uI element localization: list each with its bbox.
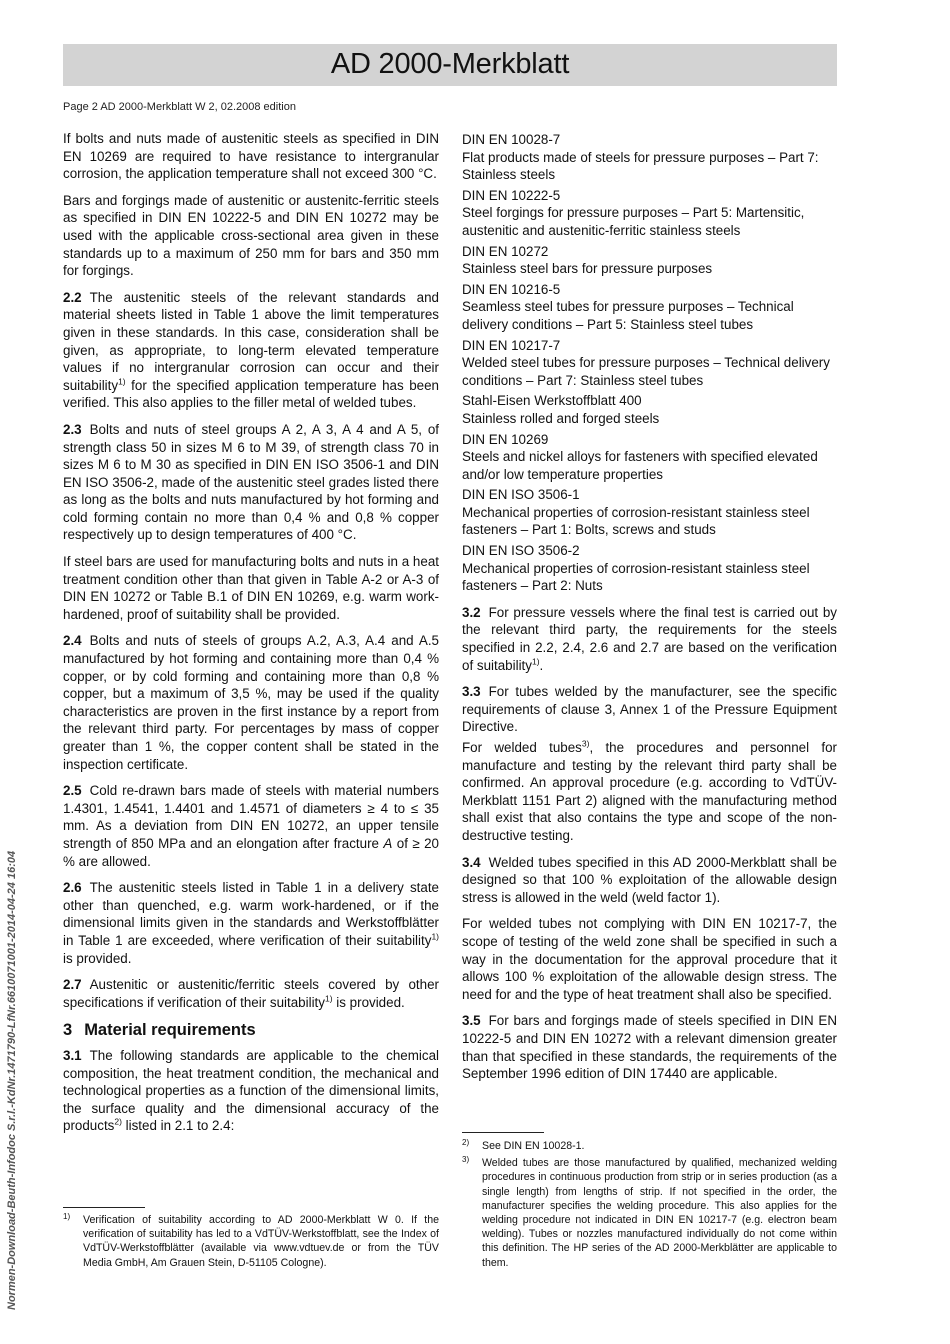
clause-3-4: [462, 854, 837, 907]
footnote-mark: 2): [462, 1138, 470, 1147]
footnote-ref[interactable]: 1): [531, 656, 540, 667]
standard-code: DIN EN 10269: [462, 431, 549, 447]
paragraph-bars-forgings: Bars and forgings made of austenitic or austenitc-ferritic steels as specified in DIN EN 10222-5 and DIN EN 10272 may be used with the applicable cross-sectional area given in these standards up to a maximum of 250 mm for bars and 350 mm for forgings.: [63, 192, 439, 279]
standard-title: Steels and nickel alloys for fasteners with specified elevated and/or low temperature properties: [462, 449, 818, 482]
standard-title: Mechanical properties of corrosion-resistant stainless steel fasteners – Part 2: Nuts: [462, 560, 810, 594]
clause-text: listed in 2.1 to 2.4:: [121, 1118, 235, 1134]
right-column: [462, 131, 837, 1092]
clause-text: for the specified application temperature has been verified. This also applies to the filler metal of welded tubes.: [63, 377, 439, 411]
standard-code: DIN EN 10217-7: [462, 337, 561, 353]
header-bar: [63, 44, 837, 86]
variable-a: A: [383, 835, 393, 851]
footnote-ref[interactable]: 2): [114, 1116, 122, 1127]
clause-number: 3.2: [462, 604, 481, 620]
clause-number: 2.6: [63, 880, 82, 896]
standard-entry: [462, 431, 837, 484]
section-heading-3: [63, 1022, 439, 1040]
standard-code: DIN EN 10272: [462, 243, 549, 259]
standard-code: DIN EN 10222-5: [462, 187, 561, 203]
clause-text: Cold re-drawn bars made of steels with material numbers 1.4301, 1.4541, 1.4401 and 1.4571 of diameters ≥ 4 to ≤ 35 mm. As a deviation from DIN EN 10272, an upper tensile strength of 850 MPa and an elongation after fracture: [63, 783, 439, 851]
clause-2-7: [63, 976, 439, 1011]
footnote-ref[interactable]: 1): [118, 376, 126, 387]
clause-text: Welded tubes specified in this AD 2000-Merkblatt shall be designed so that 100 % exploitation of the allowable design stress is allowed in the weld (weld factor 1).: [462, 854, 837, 905]
standard-entry: [462, 187, 837, 240]
standard-title: Stainless rolled and forged steels: [462, 410, 660, 426]
clause-text: For welded tubes: [462, 740, 582, 755]
standard-entry: [462, 281, 837, 334]
clause-3-1: [63, 1047, 439, 1135]
clause-text: The following standards are applicable to the chemical composition, the heat treatment condition, the mechanical and technological properties as a function of the dimensional limits, the surface quality and the dimensional accuracy of the products: [63, 1047, 439, 1134]
clause-text: For bars and forgings made of steels specified in DIN EN 10222-5 and DIN EN 10272 with a relevant dimension greater than that specified in these standards, the requirements of the September 1996 edition of DIN 17440 are applicable.: [462, 1013, 837, 1082]
footnote-rule: [462, 1132, 544, 1133]
clause-text: .: [539, 657, 544, 673]
clause-number: 2.4: [63, 633, 82, 649]
paragraph-steel-bars: If steel bars are used for manufacturing bolts and nuts in a heat treatment condition other than that given in Table A-2 or A-3 of DIN EN 10272 or Table B.1 of DIN EN 10269, e.g. warm work-hardened, proof of suitability shall be provided.: [63, 554, 439, 622]
paragraph-bolts-austenitic: If bolts and nuts made of austenitic steels as specified in DIN EN 10269 are required to have resistance to intergranular corrosion, the application temperature shall not exceed 300 °C.: [63, 131, 439, 182]
footnote-mark: 3): [462, 1155, 470, 1165]
clause-3-5: [462, 1012, 837, 1082]
clause-number: 2.2: [63, 289, 82, 305]
footnote-ref[interactable]: 1): [324, 993, 333, 1004]
standard-entry: [462, 337, 837, 390]
standard-entry: [462, 243, 837, 278]
clause-number: 3.5: [462, 1013, 481, 1029]
clause-3-3: [462, 683, 837, 736]
paragraph-non-complying-tubes: For welded tubes not complying with DIN EN 10217-7, the scope of testing of the weld zone shall be specified in such a way in the documentation for the approval procedure that it allows 100 % exploitation of the allowable design stress. The need for and the type of heat treatment shall also be specified.: [462, 916, 837, 1002]
standard-title: Mechanical properties of corrosion-resistant stainless steel fasteners – Part 1: Bolts, screws and studs: [462, 504, 810, 538]
clause-2-3: [63, 421, 439, 544]
standard-title: Steel forgings for pressure purposes – Part 5: Martensitic, austenitic and austenitic-ferritic stainless steels: [462, 205, 805, 238]
footnotes-left: [63, 1213, 439, 1273]
standard-title: Welded steel tubes for pressure purposes – Technical delivery conditions – Part 7: Stainless steel tubes: [462, 355, 830, 388]
footnote-mark: 1): [63, 1212, 71, 1221]
footnote: [462, 1156, 837, 1270]
page-title: AD 2000-Merkblatt: [330, 48, 570, 80]
standard-code: DIN EN 10216-5: [462, 281, 561, 297]
download-watermark: Normen-Download-Beuth-Infodoc S.r.l.-KdNr.1471790-LfNr.6610071001-2014-04-24 16:04: [6, 850, 18, 1310]
clause-text: of ≥ 20 % are allowed.: [63, 835, 440, 869]
footnote: [462, 1139, 837, 1153]
clause-3-2: [462, 604, 837, 674]
clause-text: is provided.: [63, 950, 132, 966]
clause-number: 2.5: [63, 783, 82, 799]
section-number: 3: [63, 1021, 73, 1040]
clause-2-4: [63, 632, 439, 773]
page-reference: Page 2 AD 2000-Merkblatt W 2, 02.2008 edition: [63, 101, 296, 113]
clause-text: Bolts and nuts of steels of groups A.2, A.3, A.4 and A.5 manufactured by hot forming and containing more than 0,4 % copper, or by cold forming and containing more than 0,8 % copper, but a maximum of 3,5 %, may be used if the quality characteristics are proven in the first instance by a report from the relevant third party. For percentages by mass of copper greater than 1 %, the copper content shall be stated in the inspection certificate.: [63, 633, 439, 772]
standard-code: DIN EN ISO 3506-2: [462, 543, 580, 559]
footnote-rule: [63, 1207, 145, 1208]
footnote-ref[interactable]: 1): [431, 931, 439, 942]
footnote: [63, 1213, 439, 1270]
standard-entry: [462, 486, 837, 539]
clause-number: 2.7: [63, 977, 82, 993]
clause-text: Bolts and nuts of steel groups A 2, A 3, A 4 and A 5, of strength class 50 in sizes M 6 to M 39, of strength class 70 in sizes M 6 to M 30 as specified in DIN EN ISO 3506-1 and DIN EN ISO 3506-2, made of the austenitic steel grades listed there as long as the bolts and nuts manufactured by hot forming and cold forming contain no more than 0,4 % and 0,8 % copper respectively up to design temperatures of 400 °C.: [63, 421, 439, 543]
clause-number: 2.3: [63, 421, 82, 437]
standard-entry: [462, 392, 837, 427]
standard-code: DIN EN ISO 3506-1: [462, 487, 580, 503]
standard-entry: [462, 131, 837, 184]
standard-title: Flat products made of steels for pressure purposes – Part 7: Stainless steels: [462, 149, 819, 183]
footnotes-right: [462, 1139, 837, 1273]
clause-number: 3.3: [462, 684, 481, 700]
clause-2-2: [63, 289, 439, 412]
standards-list: [462, 131, 837, 595]
clause-text: , the procedures and personnel for manufacture and testing by the relevant third party shall be confirmed. An approval procedure (e.g. according to VdTÜV-Merkblatt 1151 Part 2) aligned with the manufacturing method shall exist that also contains the type and scope of the non-destructive testing.: [462, 740, 838, 843]
left-column: [63, 130, 439, 1144]
clause-2-6: [63, 879, 439, 967]
clause-text: For pressure vessels where the final test is carried out by the relevant third party, the requirements for the steels specified in 2.2, 2.4, 2.6 and 2.7 are based on the verification of suitability: [462, 604, 837, 673]
clause-text: The austenitic steels listed in Table 1 in a delivery state other than quenched, e.g. warm work-hardened, or if the dimensional limits given in the standards and Werkstoffblätter in Table 1 are exceeded, where verification of their suitability: [63, 880, 439, 948]
clause-2-5: [63, 782, 439, 870]
standard-title: Stainless steel bars for pressure purposes: [462, 261, 713, 277]
section-title: Material requirements: [84, 1021, 256, 1040]
footnote-text: See DIN EN 10028-1.: [482, 1140, 585, 1152]
clause-number: 3.4: [462, 854, 481, 870]
standard-code: Stahl-Eisen Werkstoffblatt 400: [462, 393, 642, 409]
clause-text: For tubes welded by the manufacturer, see the specific requirements of clause 3, Annex 1 of the Pressure Equipment Directive.: [462, 684, 837, 735]
clause-text: is provided.: [332, 994, 405, 1010]
standard-title: Seamless steel tubes for pressure purposes – Technical delivery conditions – Part 5: Stainless steel tubes: [462, 299, 794, 332]
standard-entry: [462, 542, 837, 595]
clause-text: Austenitic or austenitic/ferritic steels covered by other specifications if verification of their suitability: [63, 977, 439, 1010]
clause-text: The austenitic steels of the relevant standards and material sheets listed in Table 1 above the limit temperatures given in these standards. In this case, consideration shall be given, as appropriate, to long-term elevated temperature values if no intergranular corrosion can occur and their suitability: [63, 289, 439, 393]
standard-code: DIN EN 10028-7: [462, 132, 561, 147]
footnote-text: Verification of suitability according to AD 2000-Merkblatt W 0. If the verification of suitability has led to a VdTÜV-Werkstoffblatt, see the Index of VdTÜV-Werkstoffblätter (available via www.vdtuev.de or from the TÜV Media GmbH, Am Grauen Stein, D-51105 Cologne).: [83, 1214, 439, 1269]
clause-number: 3.1: [63, 1047, 82, 1063]
footnote-text: Welded tubes are those manufactured by qualified, mechanized welding procedures in continuous production from strip or in series production (as a single length) from lengths of strip. If not specified in the order, the manufacturer specifies the welding procedure. This also applies for the welding procedure not indicated in DIN EN 10217-7 (e.g. electron beam welding). Tubes or nozzles manufactured individually do not come within this definition. The HP series of the AD 2000-Merkblätter are applicable to them.: [482, 1157, 837, 1269]
paragraph-welded-tubes: [462, 739, 837, 845]
footnote-ref[interactable]: 3): [581, 738, 590, 749]
